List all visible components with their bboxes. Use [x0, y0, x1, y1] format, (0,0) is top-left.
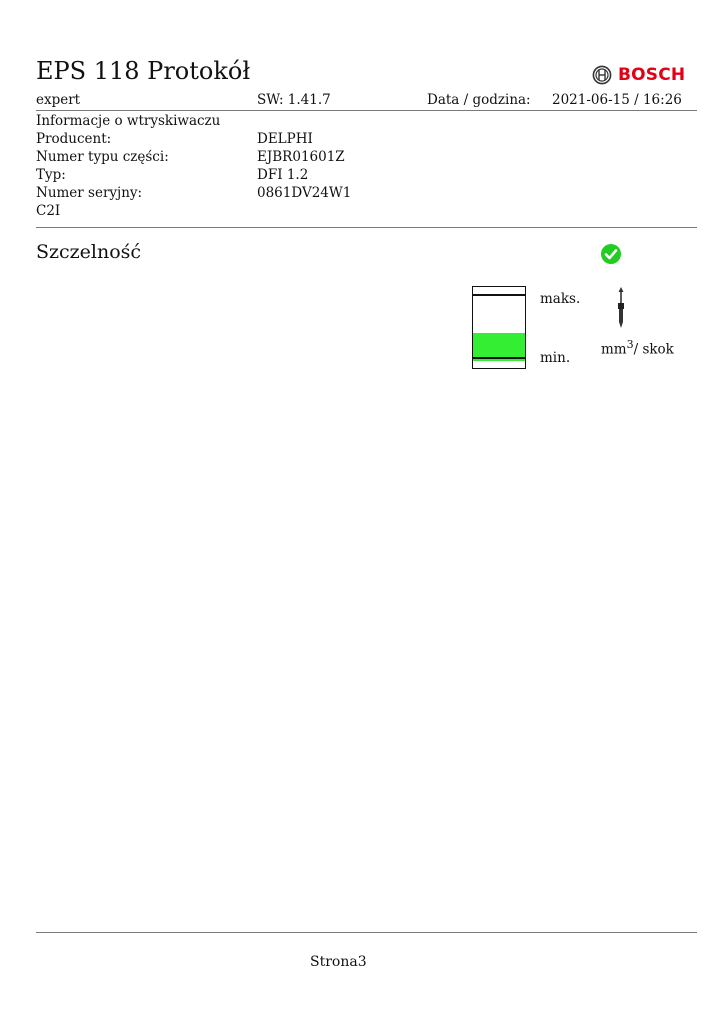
- serial-value: 0861DV24W1: [257, 185, 352, 201]
- gauge-max-label: maks.: [540, 291, 581, 307]
- producer-label: Producent:: [36, 131, 112, 147]
- header-divider: [36, 110, 697, 111]
- footer-divider: [36, 932, 697, 933]
- injector-section-title: Informacje o wtryskiwaczu: [36, 113, 221, 129]
- datetime-value: 2021-06-15 / 16:26: [552, 92, 682, 108]
- injector-code: C2I: [36, 203, 61, 219]
- page-number: Strona3: [310, 954, 367, 970]
- datetime-label: Data / godzina:: [427, 92, 531, 108]
- gauge-max-line: [473, 294, 525, 296]
- mode-label: expert: [36, 92, 81, 108]
- part-type-label: Numer typu części:: [36, 149, 169, 165]
- brand-logo: [592, 64, 685, 86]
- info-divider: [36, 227, 697, 228]
- type-value: DFI 1.2: [257, 167, 309, 183]
- page-title: EPS 118 Protokół: [36, 57, 251, 85]
- test-title: Szczelność: [36, 241, 142, 263]
- type-label: Typ:: [36, 167, 66, 183]
- bosch-armature-icon: [592, 65, 612, 85]
- software-version: SW: 1.41.7: [257, 92, 331, 108]
- gauge-min-line: [473, 357, 525, 359]
- check-circle-icon: [600, 243, 622, 265]
- gauge-min-label: min.: [540, 350, 571, 366]
- part-type-value: EJBR01601Z: [257, 149, 345, 165]
- brand-name: BOSCH: [618, 65, 686, 85]
- unit-label: $mm^3/$ skok: [601, 338, 674, 358]
- injector-stroke-icon: [614, 286, 628, 330]
- serial-label: Numer seryjny:: [36, 185, 143, 201]
- leak-gauge: [472, 286, 526, 369]
- producer-value: DELPHI: [257, 131, 313, 147]
